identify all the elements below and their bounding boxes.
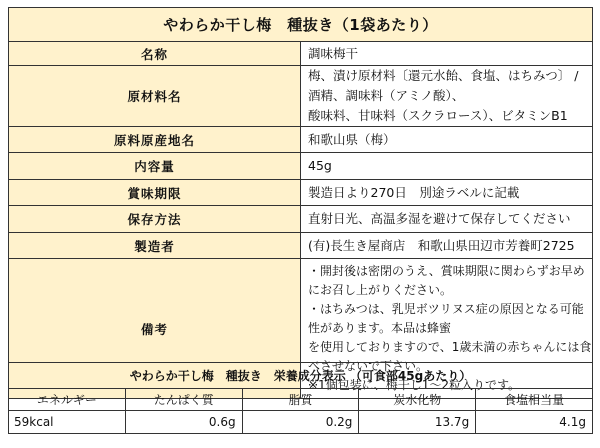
nutrition-header-protein: たんぱく質 bbox=[125, 389, 242, 411]
notes-line: ・開封後は密閉のうえ、賞味期限に関わらずお早めにお召し上がりください。 bbox=[308, 264, 585, 297]
nutrition-value-salt: 4.1g bbox=[476, 411, 593, 434]
label-content: 内容量 bbox=[9, 153, 301, 180]
nutrition-title: やわらか干し梅 種抜き 栄養成分表示 （可食部45gあたり） bbox=[9, 363, 593, 389]
nutrition-table bbox=[8, 362, 593, 434]
notes-line: を使用しておりますので、1歳未満の赤ちゃんには食べさせないで下さい。 bbox=[308, 340, 592, 373]
notes-line: ※1個包装に、梅干し1～2粒入りです。 bbox=[308, 378, 521, 392]
value-origin: 和歌山県（梅） bbox=[301, 127, 593, 153]
product-spec-table bbox=[8, 7, 593, 399]
value-best-before: 製造日より270日 別途ラベルに記載 bbox=[301, 180, 593, 206]
nutrition-header-salt: 食塩相当量 bbox=[476, 389, 593, 411]
nutrition-header-energy: エネルギー bbox=[9, 389, 126, 411]
value-ingredients bbox=[301, 66, 593, 127]
spec-title: やわらか干し梅 種抜き（1袋あたり） bbox=[9, 8, 593, 42]
nutrition-value-carbs: 13.7g bbox=[359, 411, 476, 434]
ingredients-line: 酸味料、甘味料（スクラロース）、ビタミンB1 bbox=[308, 108, 568, 123]
label-name: 名称 bbox=[9, 42, 301, 66]
nutrition-header-carbs: 炭水化物 bbox=[359, 389, 476, 411]
value-storage: 直射日光、高温多湿を避けて保存してください bbox=[301, 206, 593, 233]
nutrition-value-protein: 0.6g bbox=[125, 411, 242, 434]
value-name: 調味梅干 bbox=[301, 42, 593, 66]
value-content: 45g bbox=[301, 153, 593, 180]
nutrition-value-energy: 59kcal bbox=[9, 411, 126, 434]
value-manufacturer: (有)長生き屋商店 和歌山県田辺市芳養町2725 bbox=[301, 233, 593, 259]
notes-line: ・はちみつは、乳児ボツリヌス症の原因となる可能性があります。本品は蜂蜜 bbox=[308, 302, 584, 335]
label-ingredients: 原材料名 bbox=[9, 66, 301, 127]
nutrition-header-fat: 脂質 bbox=[242, 389, 359, 411]
label-origin: 原料原産地名 bbox=[9, 127, 301, 153]
label-manufacturer: 製造者 bbox=[9, 233, 301, 259]
nutrition-value-fat: 0.2g bbox=[242, 411, 359, 434]
label-storage: 保存方法 bbox=[9, 206, 301, 233]
label-best-before: 賞味期限 bbox=[9, 180, 301, 206]
label-notes: 備考 bbox=[9, 259, 301, 399]
ingredients-line: 梅、漬け原材料〔還元水飴、食塩、はちみつ〕 / 酒精、調味料（アミノ酸）、 bbox=[308, 68, 579, 103]
